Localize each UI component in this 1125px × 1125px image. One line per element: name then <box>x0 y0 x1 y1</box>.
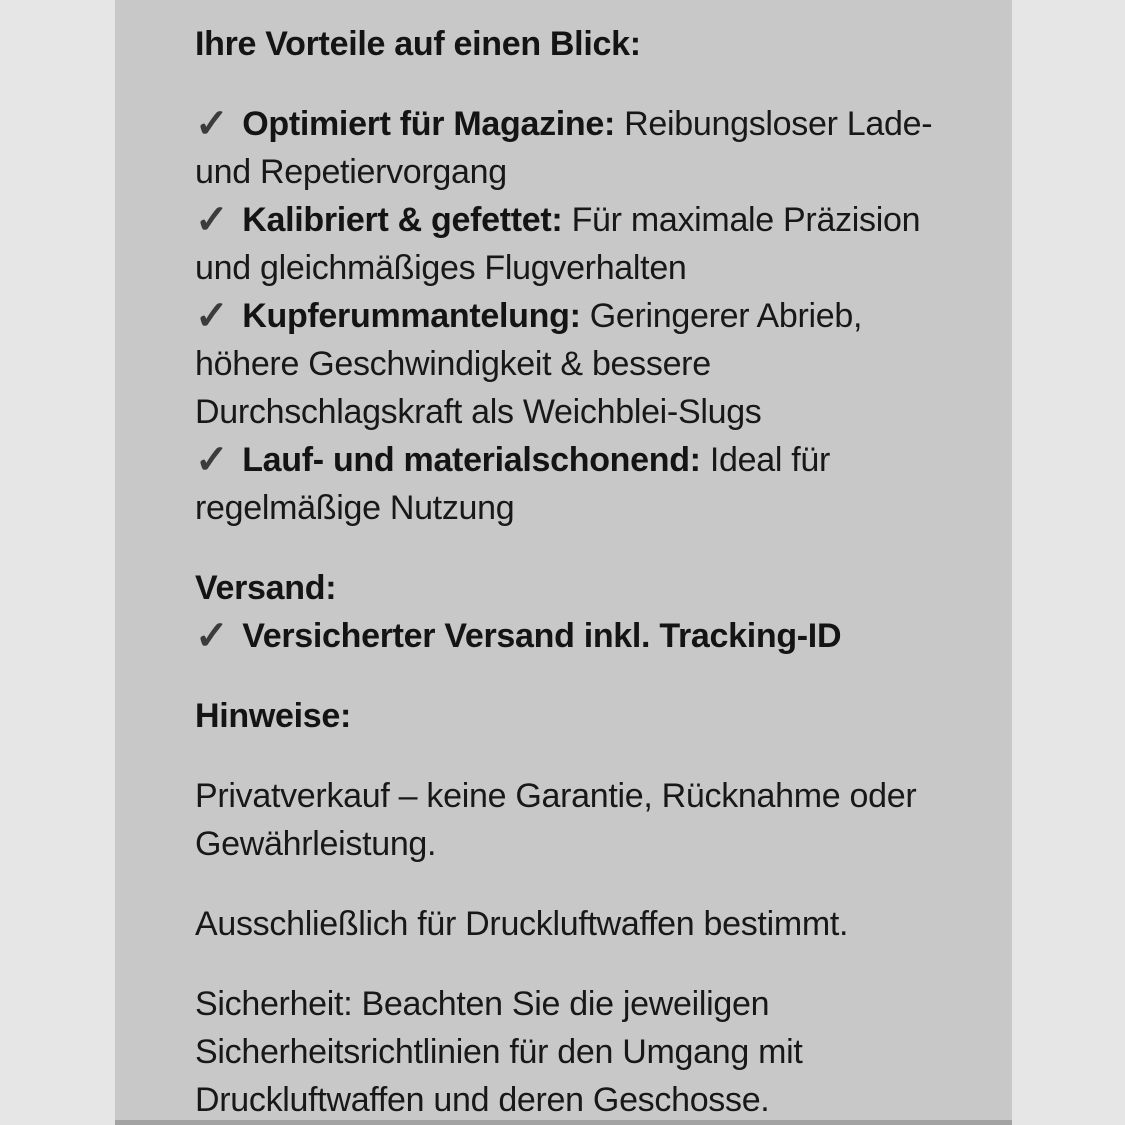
shipping-heading: Versand: <box>195 569 337 607</box>
benefit-item <box>195 100 962 196</box>
shipping-section <box>195 564 962 660</box>
benefit-text: Ideal für regelmäßige Nutzung <box>195 441 831 527</box>
notes-heading: Hinweise: <box>195 697 352 735</box>
benefit-label: Lauf- und materialschonend: <box>242 441 701 479</box>
check-icon: ✓ <box>195 294 229 338</box>
benefit-item <box>195 196 962 292</box>
benefit-text: Reibungsloser Lade- und Repetiervorgang <box>195 105 933 191</box>
note-paragraph: Privatverkauf – keine Garantie, Rücknahme oder Gewährleistung. <box>195 777 917 863</box>
benefit-label: Kupferummantelung: <box>242 297 581 335</box>
check-icon: ✓ <box>195 198 229 242</box>
description-panel <box>115 0 1012 1125</box>
note-paragraph: Sicherheit: Beachten Sie die jeweiligen Sicherheitsrichtlinien für den Umgang mit Druckluftwaffen und deren Geschosse. <box>195 985 803 1119</box>
benefit-item <box>195 436 962 532</box>
benefits-heading: Ihre Vorteile auf einen Blick: <box>195 25 641 63</box>
check-icon: ✓ <box>195 102 229 146</box>
benefit-text: Geringerer Abrieb, höhere Geschwindigkeit & bessere Durchschlagskraft als Weichblei-Slugs <box>195 297 863 431</box>
shipping-item <box>195 612 962 660</box>
benefits-list <box>195 100 962 532</box>
description-text <box>115 0 1012 1124</box>
benefit-text: Für maximale Präzision und gleichmäßiges Flugverhalten <box>195 201 921 287</box>
note-paragraph: Ausschließlich für Druckluftwaffen bestimmt. <box>195 905 849 943</box>
benefit-label: Optimiert für Magazine: <box>242 105 616 143</box>
check-icon: ✓ <box>195 438 229 482</box>
check-icon: ✓ <box>195 614 229 658</box>
benefit-item <box>195 292 962 436</box>
shipping-label: Versicherter Versand inkl. Tracking-ID <box>242 617 842 655</box>
benefit-label: Kalibriert & gefettet: <box>242 201 563 239</box>
